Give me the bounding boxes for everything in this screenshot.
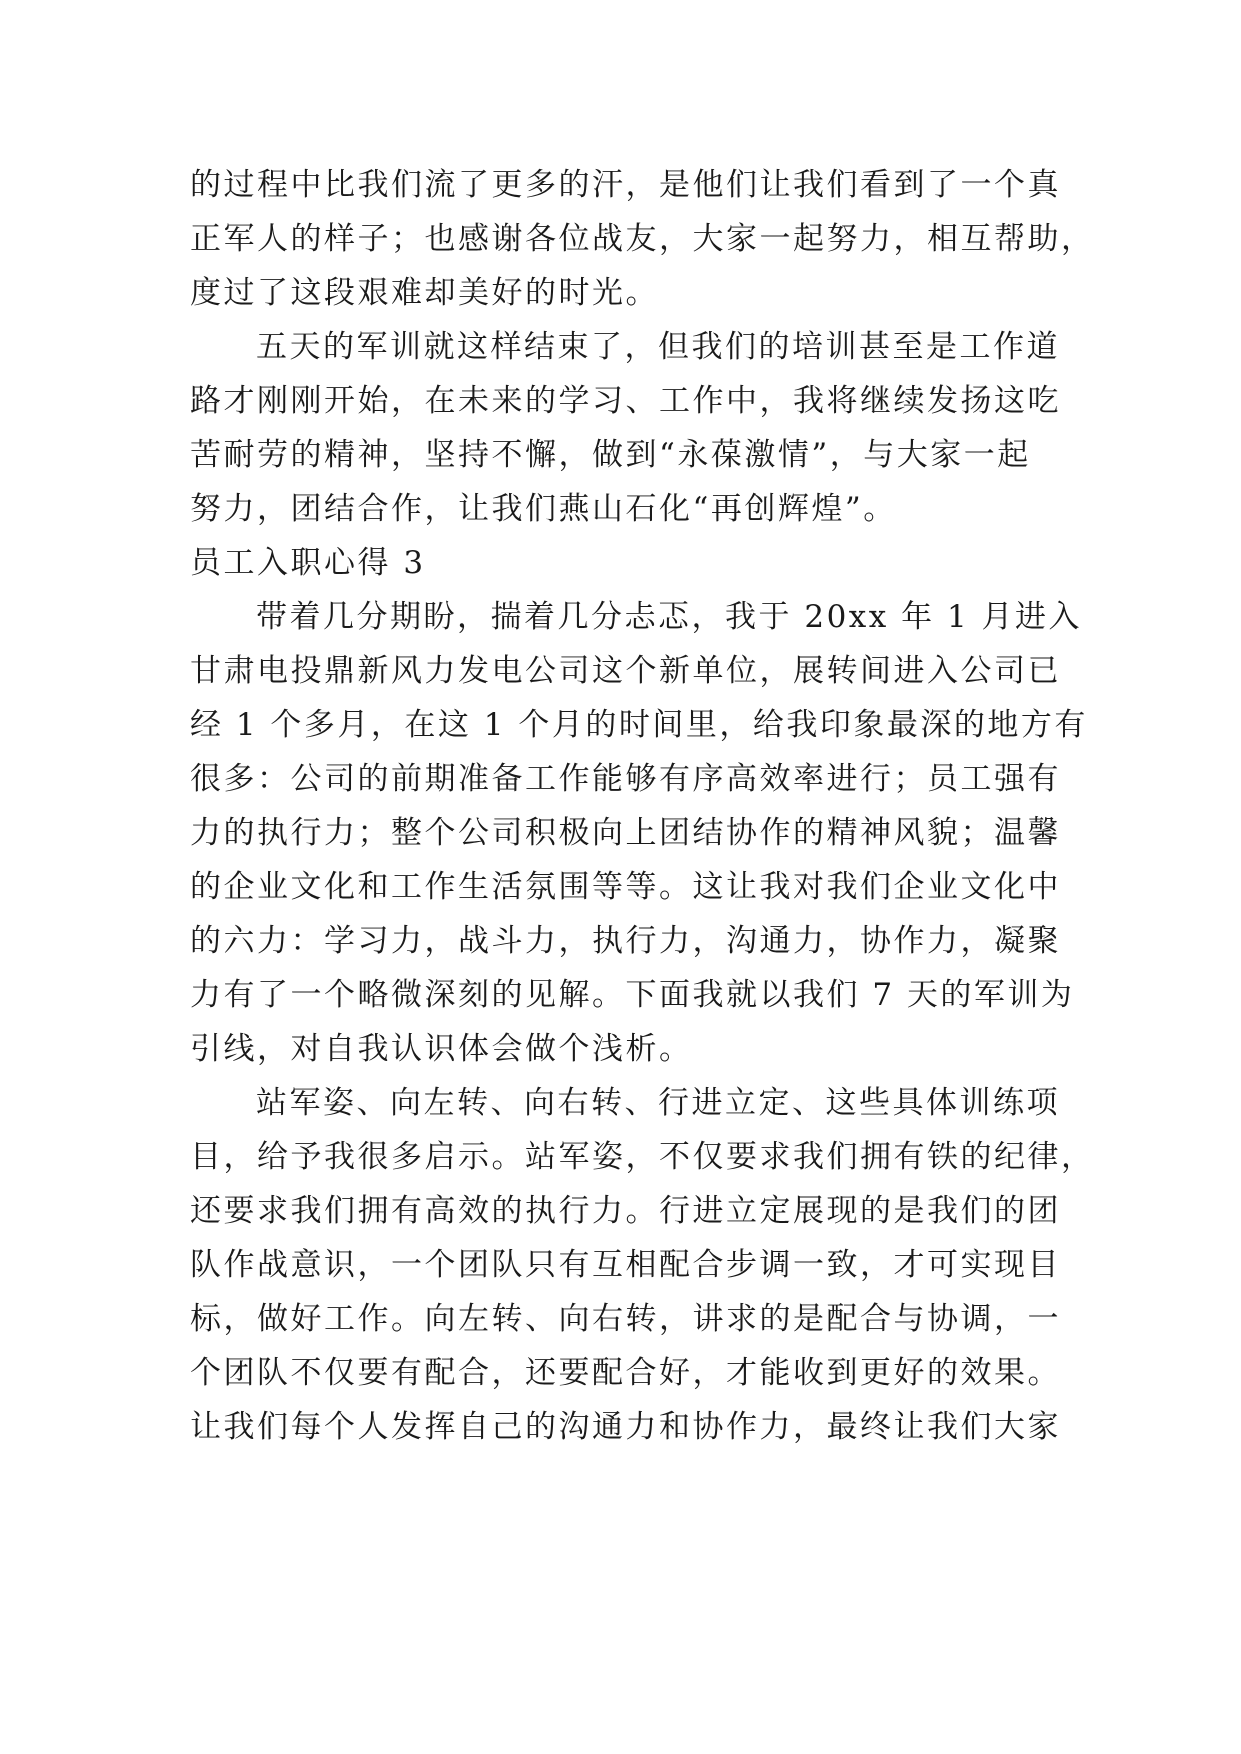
paragraph-first-line: 站军姿、向左转、向右转、行进立定、这些具体训练项: [256, 1085, 1060, 1121]
text-line: 努力，团结合作，让我们燕山石化“再创辉煌”。: [190, 491, 897, 527]
document-body: [190, 158, 1095, 1454]
text-line: 甘肃电投鼎新风力发电公司这个新单位，展转间进入公司已: [190, 653, 1061, 689]
text-line: 正军人的样子；也感谢各位战友，大家一起努力，相互帮助，: [190, 221, 1095, 257]
text-line: 让我们每个人发挥自己的沟通力和协作力，最终让我们大家: [190, 1409, 1061, 1445]
text-line: 个团队不仅要有配合，还要配合好，才能收到更好的效果。: [190, 1355, 1061, 1391]
paragraph-first-line: 带着几分期盼，揣着几分忐忑，我于 20xx 年 1 月进入: [256, 599, 1083, 635]
text-line: 的过程中比我们流了更多的汗，是他们让我们看到了一个真: [190, 167, 1061, 203]
section-heading: 员工入职心得 3: [190, 545, 426, 581]
text-line: 的企业文化和工作生活氛围等等。这让我对我们企业文化中: [190, 869, 1061, 905]
text-line: 目，给予我很多启示。站军姿，不仅要求我们拥有铁的纪律，: [190, 1139, 1095, 1175]
text-line: 的六力：学习力，战斗力，执行力，沟通力，协作力，凝聚: [190, 923, 1061, 959]
text-line: 还要求我们拥有高效的执行力。行进立定展现的是我们的团: [190, 1193, 1061, 1229]
text-line: 路才刚刚开始，在未来的学习、工作中，我将继续发扬这吃: [190, 383, 1061, 419]
text-line: 经 1 个多月，在这 1 个月的时间里，给我印象最深的地方有: [190, 707, 1088, 743]
text-line: 标，做好工作。向左转、向右转，讲求的是配合与协调，一: [190, 1301, 1061, 1337]
text-line: 力的执行力；整个公司积极向上团结协作的精神风貌；温馨: [190, 815, 1061, 851]
text-line: 力有了一个略微深刻的见解。下面我就以我们 7 天的军训为: [190, 977, 1075, 1013]
text-line: 度过了这段艰难却美好的时光。: [190, 275, 659, 311]
text-line: 很多：公司的前期准备工作能够有序高效率进行；员工强有: [190, 761, 1061, 797]
text-line: 引线，对自我认识体会做个浅析。: [190, 1031, 693, 1067]
text-line: 队作战意识，一个团队只有互相配合步调一致，才可实现目: [190, 1247, 1061, 1283]
paragraph-first-line: 五天的军训就这样结束了，但我们的培训甚至是工作道: [256, 329, 1060, 365]
text-line: 苦耐劳的精神，坚持不懈，做到“永葆激情”，与大家一起: [190, 437, 1031, 473]
